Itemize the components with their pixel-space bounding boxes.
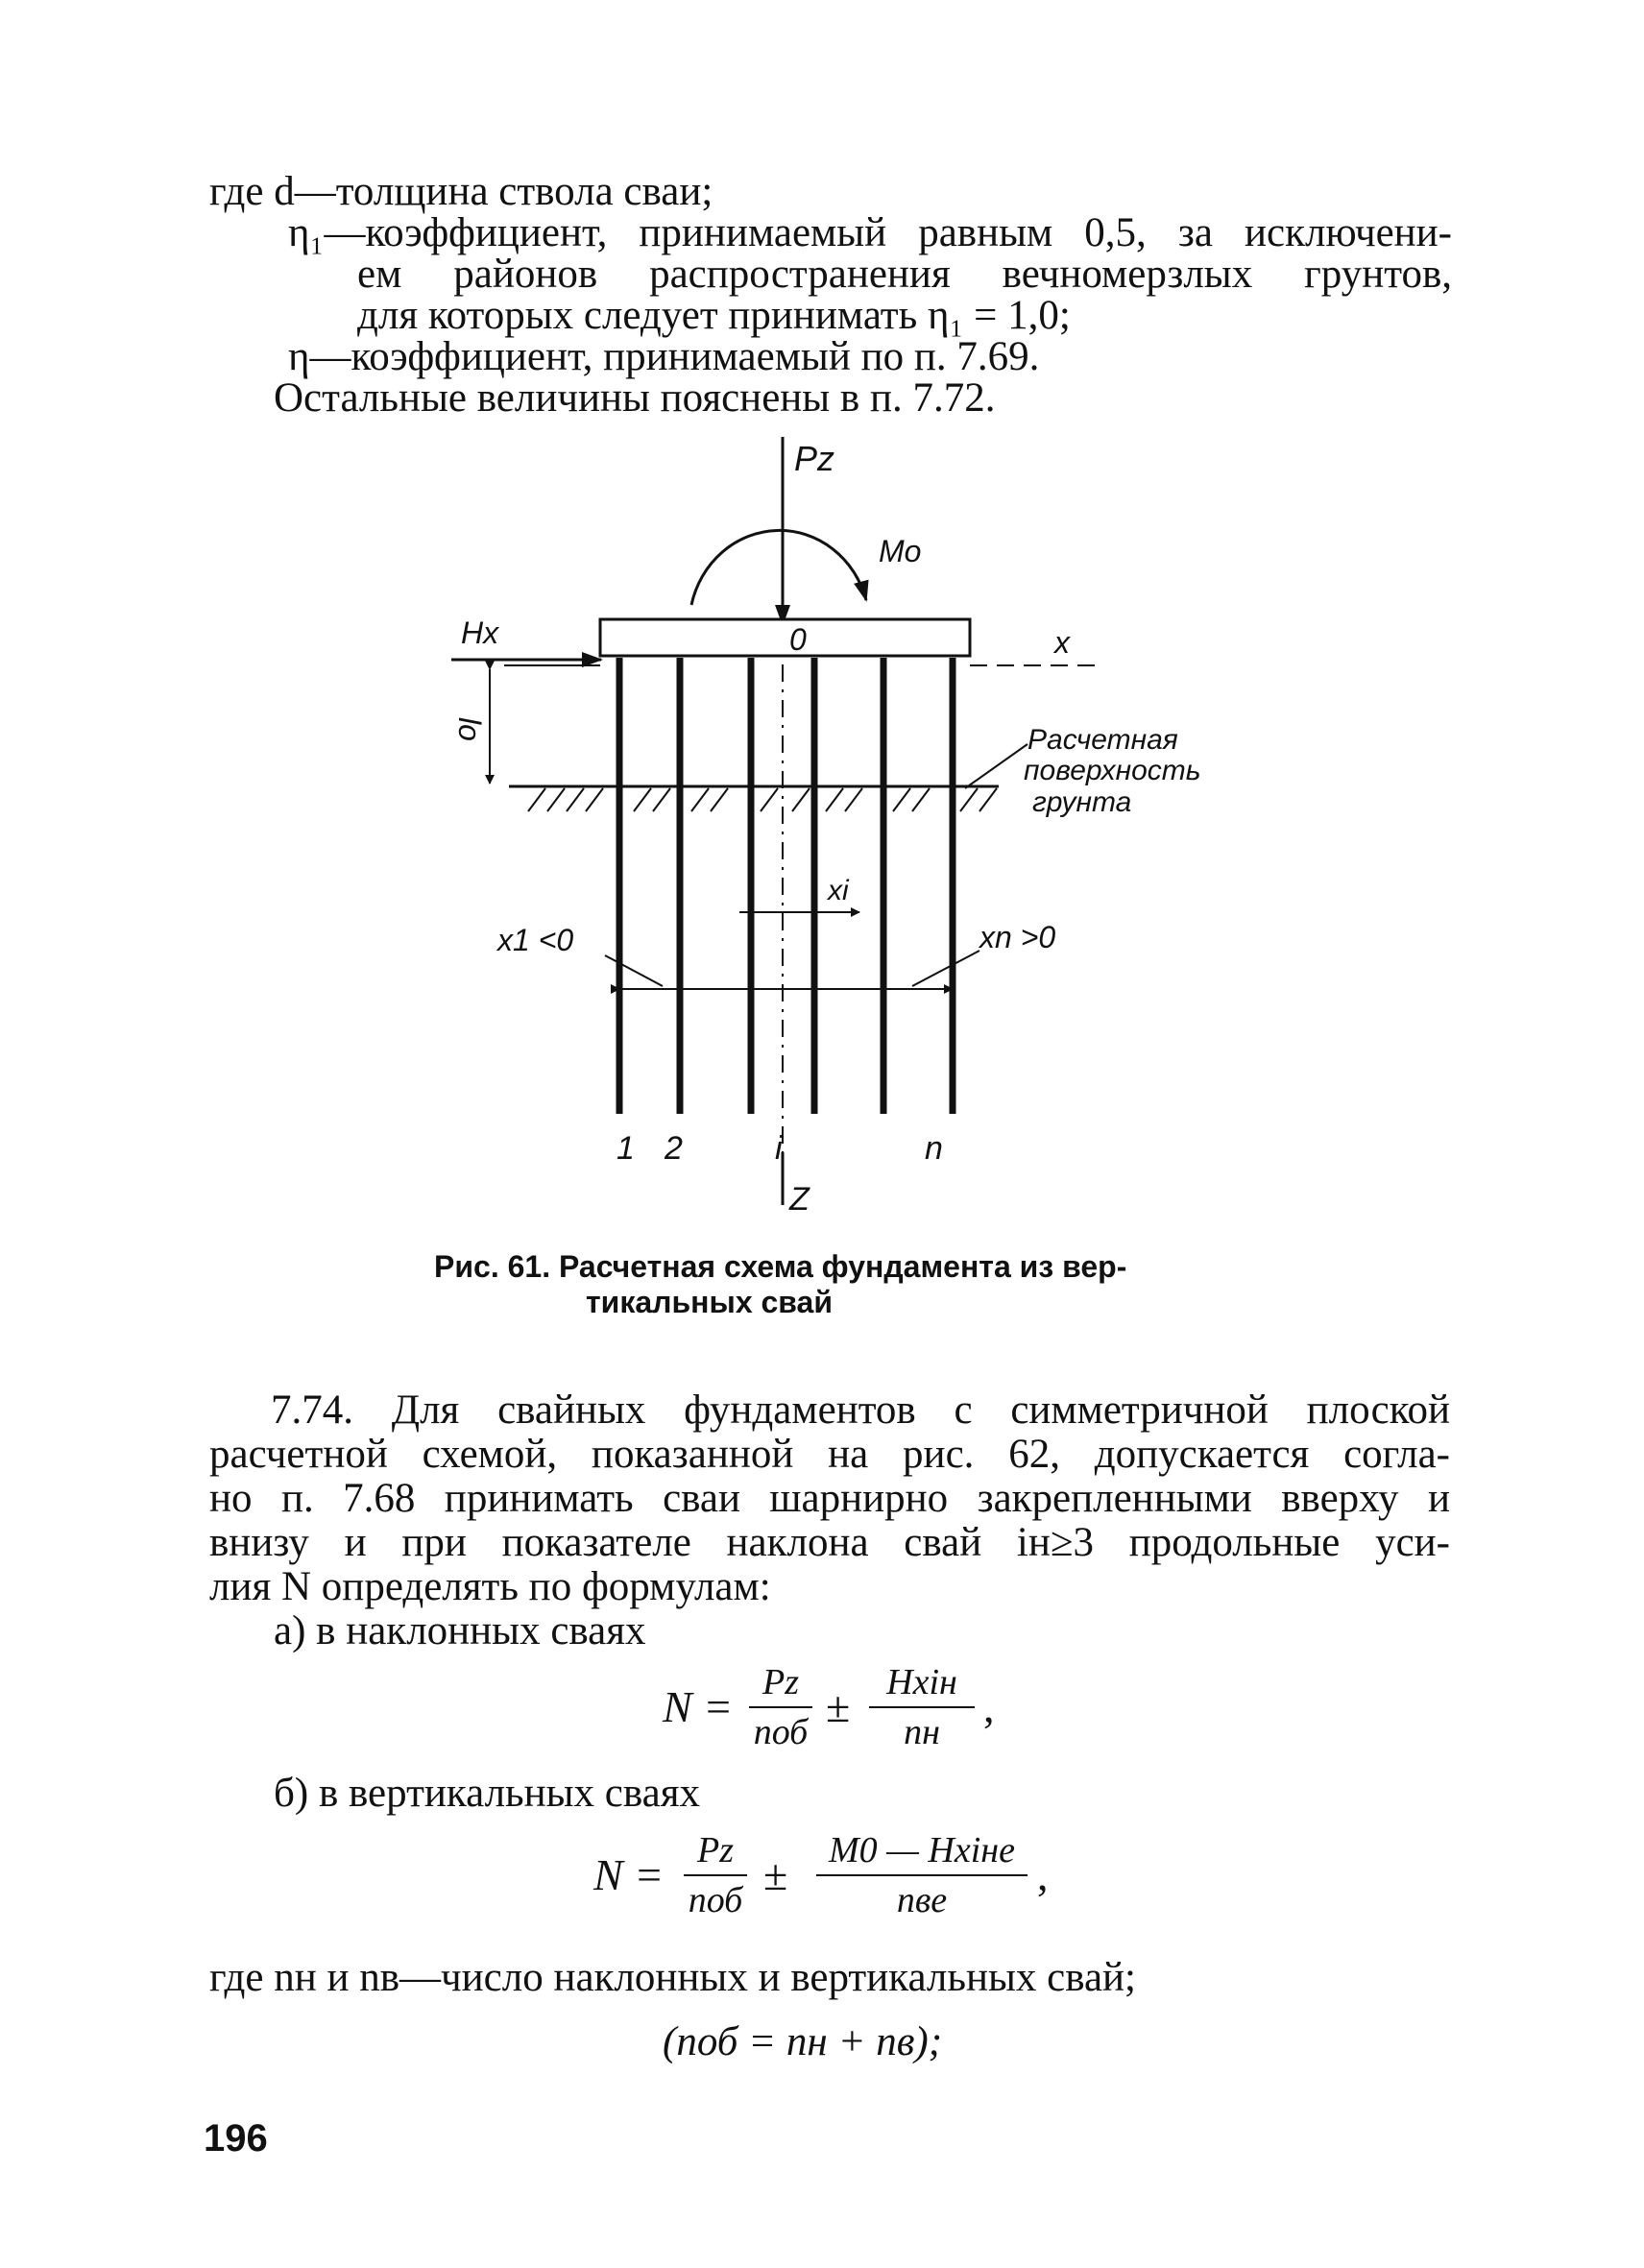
text-line-rest: Остальные величины пояснены в п. 7.72.	[274, 375, 996, 421]
pile-cap	[600, 619, 970, 656]
surface-label-2: поверхность	[1024, 755, 1201, 786]
moment-arrow	[691, 530, 866, 605]
text-line-d: где d—толщина ствола сваи;	[209, 169, 713, 214]
formula-b-den-2: nвe	[896, 1880, 948, 1920]
text-line-eta1-value: для которых следует принимать η₁ = 1,0;	[357, 293, 1071, 338]
para-line-4: внизу и при показателе наклона свай iн≥3 продольные уси-	[209, 1520, 1450, 1565]
formula-b-den-1: nоб	[688, 1880, 743, 1920]
formula-a-den-2: nн	[904, 1712, 940, 1752]
formula-a-comma: ,	[983, 1682, 995, 1731]
formula-a-num-2: Hxiн	[886, 1662, 957, 1702]
pile-label-n: n	[925, 1130, 943, 1167]
para-line-1: 7.74. Для свайных фундаментов с симметричной плоской	[271, 1387, 1450, 1433]
pile-label-1: 1	[616, 1130, 635, 1167]
formula-b-comma: ,	[1037, 1850, 1049, 1899]
surface-leader	[965, 744, 1028, 788]
para-line-5: лия N определять по формулам:	[209, 1564, 771, 1609]
pile-label-i: i	[775, 1130, 783, 1167]
figure-caption-line-2: тикальных свай	[586, 1285, 834, 1319]
pile-label-2: 2	[665, 1130, 683, 1167]
lo-label: lo	[452, 717, 487, 741]
x1-label: x1 <0	[497, 923, 574, 957]
item-a-label: а) в наклонных сваях	[274, 1608, 646, 1653]
ground-hatching	[528, 788, 997, 811]
formula-b-num-1: Pz	[697, 1830, 734, 1870]
origin-label: 0	[789, 622, 807, 657]
z-axis-label: Z	[789, 1181, 810, 1218]
formula-b-frac-2	[816, 1832, 1028, 1918]
piles	[619, 658, 953, 1114]
item-b-label: б) в вертикальных сваях	[274, 1771, 700, 1816]
formula-b-lhs: N =	[593, 1850, 665, 1899]
figure-caption-line-1: Рис. 61. Расчетная схема фундамента из вер-	[434, 1249, 1127, 1284]
formula-b-frac-1	[684, 1832, 747, 1918]
pile-foundation-diagram	[413, 437, 1239, 1224]
text-line-regions: ем районов распространения вечномерзлых грунтов,	[357, 252, 1452, 297]
formula-a-num-1: Pz	[762, 1662, 799, 1702]
text-line-eta1: η₁—коэффициент, принимаемый равным 0,5, за исключени-	[288, 210, 1452, 255]
mo-label: Mo	[879, 534, 922, 568]
hx-label: Hx	[461, 615, 499, 650]
formula-a-pm: ±	[826, 1682, 851, 1731]
page-number: 196	[204, 2117, 268, 2159]
surface-label-1: Расчетная	[1028, 724, 1178, 756]
xi-label: xi	[828, 875, 849, 906]
formula-a-den-1: nоб	[753, 1712, 809, 1752]
formula-a-frac-2	[869, 1664, 975, 1750]
para-line-3: но п. 7.68 принимать сваи шарнирно закрепленными вверху и	[209, 1476, 1450, 1521]
para-line-2: расчетной схемой, показанной на рис. 62, допускается согла-	[209, 1432, 1450, 1477]
x-axis-label: x	[1054, 625, 1070, 660]
pz-label: Pz	[794, 439, 835, 478]
formula-a-lhs: N =	[663, 1682, 734, 1731]
x1-leader	[605, 955, 663, 986]
formula-b-pm: ±	[763, 1850, 788, 1899]
xn-label: xn >0	[979, 920, 1056, 954]
formula-a-frac-1	[749, 1664, 812, 1750]
formula-sum: (nоб = nн + nв);	[663, 2019, 943, 2064]
formula-b-num-2: M0 — Hxiнe	[828, 1830, 1016, 1870]
where-line: где nн и nв—число наклонных и вертикальных свай;	[209, 1955, 1137, 2000]
text-line-eta: η—коэффициент, принимаемый по п. 7.69.	[288, 334, 1040, 379]
xn-leader	[912, 951, 979, 986]
surface-label-3: грунта	[1032, 786, 1132, 818]
